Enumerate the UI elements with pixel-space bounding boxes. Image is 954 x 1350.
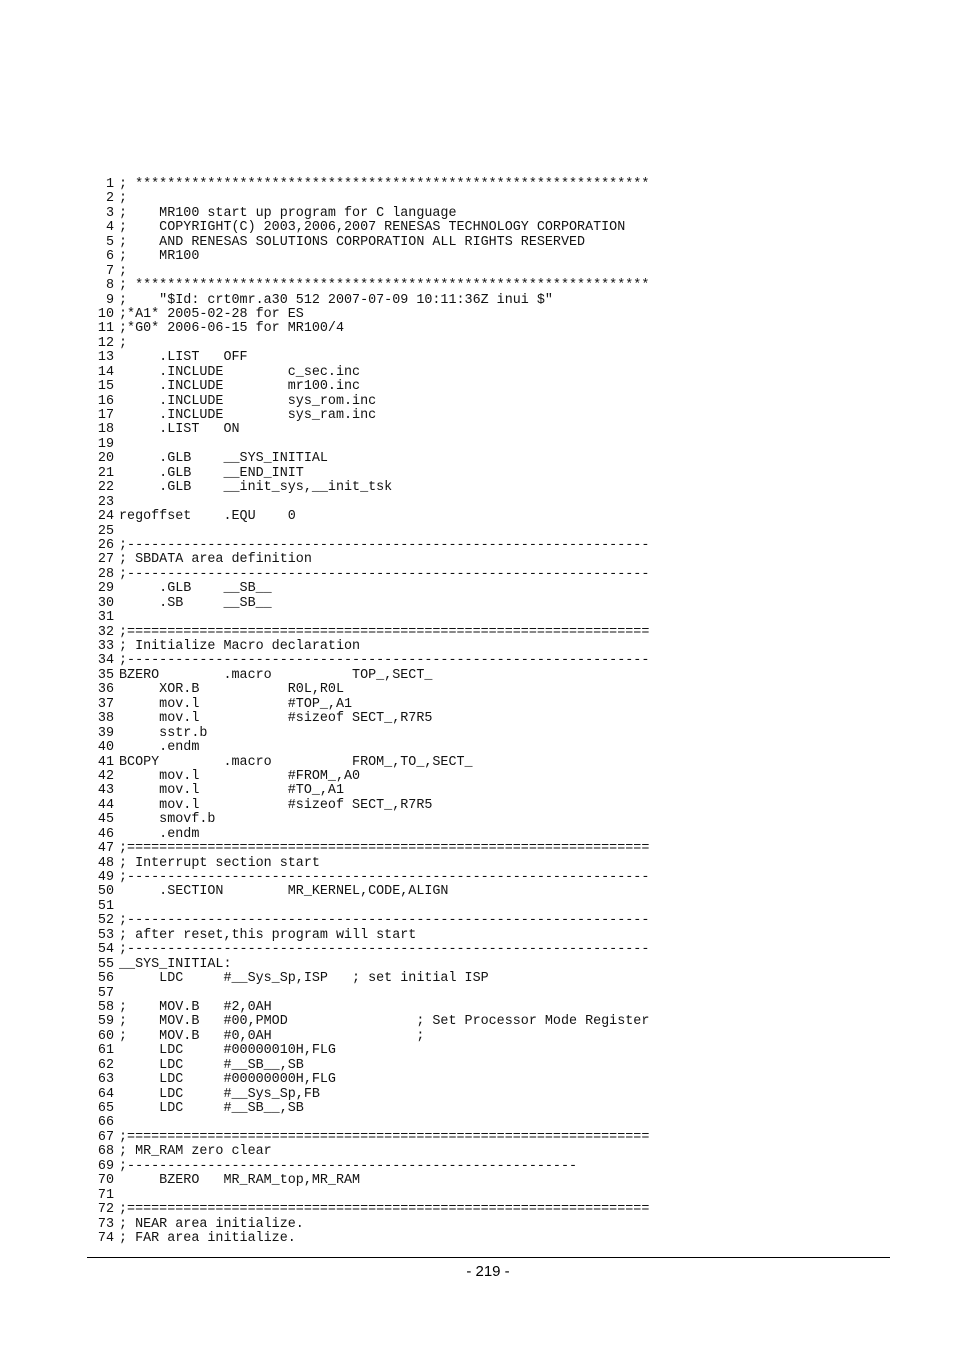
line-text: .SB __SB__ xyxy=(119,595,272,611)
line-text: LDC #__SB__,SB xyxy=(119,1057,304,1073)
line-number: 72 xyxy=(97,1202,114,1218)
line-text: LDC #__Sys_Sp,FB xyxy=(119,1086,320,1102)
code-line xyxy=(94,727,649,741)
line-number: 52 xyxy=(97,913,114,929)
line-number: 1 xyxy=(105,177,114,192)
code-line xyxy=(94,626,649,640)
line-number: 45 xyxy=(97,812,114,828)
code-line xyxy=(94,929,649,943)
code-line xyxy=(94,1203,649,1217)
line-text: .endm xyxy=(119,740,200,756)
line-number: 37 xyxy=(97,696,114,712)
line-number: 73 xyxy=(97,1216,114,1232)
code-line xyxy=(94,178,649,192)
code-line xyxy=(94,900,649,914)
line-text: ; MOV.B #0,0AH ; xyxy=(119,1028,425,1044)
line-text: mov.l #sizeof SECT_,R7R5 xyxy=(119,797,433,813)
code-line xyxy=(94,1189,649,1203)
code-line xyxy=(94,987,649,1001)
line-number: 17 xyxy=(97,408,114,423)
line-text: regoffset .EQU 0 xyxy=(119,509,296,525)
line-text: ;----------------------------------------------------------------- xyxy=(119,537,650,553)
line-text: .GLB __END_INIT xyxy=(119,465,304,481)
code-line xyxy=(94,871,649,885)
code-line xyxy=(94,857,649,871)
code-line xyxy=(94,1174,649,1188)
code-line xyxy=(94,380,649,394)
line-number: 59 xyxy=(97,1014,114,1030)
line-text: BZERO MR_RAM_top,MR_RAM xyxy=(119,1173,361,1189)
line-text: ;----------------------------------------------------------------- xyxy=(119,870,650,885)
code-line xyxy=(94,250,649,264)
line-text: .GLB __SB__ xyxy=(119,581,272,597)
line-text: .INCLUDE c_sec.inc xyxy=(119,364,361,380)
line-text: ;----------------------------------------------------------------- xyxy=(119,913,650,929)
line-text: __SYS_INITIAL: xyxy=(119,956,232,972)
line-number: 39 xyxy=(97,725,114,741)
code-line xyxy=(94,611,649,625)
line-number: 10 xyxy=(97,306,114,322)
line-number: 50 xyxy=(97,884,114,900)
line-number: 25 xyxy=(97,523,114,539)
line-number: 60 xyxy=(97,1028,114,1044)
code-line xyxy=(94,496,649,510)
line-text: .endm xyxy=(119,826,200,842)
line-text: BZERO .macro TOP_,SECT_ xyxy=(119,667,433,683)
line-number: 62 xyxy=(97,1057,114,1073)
line-text: ;*A1* 2005-02-28 for ES xyxy=(119,306,304,322)
code-line xyxy=(94,683,649,697)
line-text: ; "$Id: crt0mr.a30 512 2007-07-09 10:11:36Z inui $" xyxy=(119,292,553,308)
code-line xyxy=(94,741,649,755)
page-number: - 219 - xyxy=(466,1263,510,1280)
code-line xyxy=(94,640,649,654)
line-number: 63 xyxy=(97,1072,114,1088)
line-number: 27 xyxy=(97,552,114,568)
code-line xyxy=(94,914,649,928)
line-number: 61 xyxy=(97,1043,114,1059)
code-line xyxy=(94,1102,649,1116)
line-text: ; xyxy=(119,191,128,207)
line-text: ;================================================================= xyxy=(119,1202,650,1218)
line-text: ;----------------------------------------------------------------- xyxy=(119,942,650,958)
line-text: sstr.b xyxy=(119,725,208,741)
code-line xyxy=(94,553,649,567)
line-text: LDC #__Sys_Sp,ISP ; set initial ISP xyxy=(119,971,489,987)
line-text: .LIST OFF xyxy=(119,350,248,366)
line-number: 38 xyxy=(97,711,114,727)
line-number: 46 xyxy=(97,826,114,842)
line-text: ;*G0* 2006-06-15 for MR100/4 xyxy=(119,321,344,337)
line-text: ; NEAR area initialize. xyxy=(119,1216,304,1232)
code-line xyxy=(94,1059,649,1073)
code-line xyxy=(94,481,649,495)
line-text: .LIST ON xyxy=(119,422,240,438)
line-number: 40 xyxy=(97,740,114,756)
line-text: .INCLUDE mr100.inc xyxy=(119,379,361,395)
line-number: 71 xyxy=(97,1187,114,1203)
line-number: 19 xyxy=(97,436,114,452)
line-number: 29 xyxy=(97,581,114,597)
code-listing xyxy=(94,178,649,1246)
line-text: ; COPYRIGHT(C) 2003,2006,2007 RENESAS TECHNOLOGY CORPORATION xyxy=(119,220,626,236)
code-line xyxy=(94,1088,649,1102)
line-text: ; MOV.B #00,PMOD ; Set Processor Mode Register xyxy=(119,1014,650,1030)
line-text: ; AND RENESAS SOLUTIONS CORPORATION ALL RIGHTS RESERVED xyxy=(119,234,586,250)
line-text: BCOPY .macro FROM_,TO_,SECT_ xyxy=(119,754,473,770)
code-line xyxy=(94,423,649,437)
line-number: 49 xyxy=(97,870,114,885)
line-text: ;----------------------------------------------------------------- xyxy=(119,566,650,582)
code-line xyxy=(94,510,649,524)
line-number: 74 xyxy=(97,1230,114,1246)
line-text: ;================================================================= xyxy=(119,1129,650,1145)
line-number: 31 xyxy=(97,610,114,626)
line-text: ; **************************************************************** xyxy=(119,177,650,192)
code-line xyxy=(94,337,649,351)
line-number: 8 xyxy=(105,278,114,294)
line-text: ; xyxy=(119,263,128,279)
line-text: mov.l #TO_,A1 xyxy=(119,783,344,799)
line-text: ; MR_RAM zero clear xyxy=(119,1144,272,1160)
code-line xyxy=(94,221,649,235)
code-line xyxy=(94,582,649,596)
line-text: ; Initialize Macro declaration xyxy=(119,639,361,654)
code-line xyxy=(94,1030,649,1044)
line-number: 3 xyxy=(105,205,114,221)
line-text: ; **************************************************************** xyxy=(119,278,650,294)
line-text: ; SBDATA area definition xyxy=(119,552,312,568)
line-text: ;-------------------------------------------------------- xyxy=(119,1158,578,1174)
line-number: 66 xyxy=(97,1115,114,1131)
code-line xyxy=(94,1044,649,1058)
code-line xyxy=(94,1131,649,1145)
line-text: mov.l #FROM_,A0 xyxy=(119,768,361,784)
line-number: 20 xyxy=(97,451,114,467)
code-line xyxy=(94,366,649,380)
line-number: 12 xyxy=(97,335,114,351)
code-line xyxy=(94,1232,649,1246)
code-line xyxy=(94,943,649,957)
code-line xyxy=(94,279,649,293)
code-line xyxy=(94,828,649,842)
code-line xyxy=(94,525,649,539)
code-line xyxy=(94,207,649,221)
line-number: 13 xyxy=(97,350,114,366)
code-line xyxy=(94,1116,649,1130)
line-text: ;================================================================= xyxy=(119,624,650,640)
code-line xyxy=(94,842,649,856)
line-number: 7 xyxy=(105,263,114,279)
line-number: 36 xyxy=(97,682,114,698)
line-number: 16 xyxy=(97,393,114,409)
code-line xyxy=(94,467,649,481)
line-number: 67 xyxy=(97,1129,114,1145)
line-number: 15 xyxy=(97,379,114,395)
code-line xyxy=(94,438,649,452)
line-number: 57 xyxy=(97,985,114,1001)
code-line xyxy=(94,322,649,336)
code-line xyxy=(94,972,649,986)
line-text: .SECTION MR_KERNEL,CODE,ALIGN xyxy=(119,884,449,900)
line-number: 30 xyxy=(97,595,114,611)
line-text: .INCLUDE sys_rom.inc xyxy=(119,393,377,409)
line-text: mov.l #sizeof SECT_,R7R5 xyxy=(119,711,433,727)
line-number: 65 xyxy=(97,1101,114,1116)
line-number: 4 xyxy=(105,220,114,236)
code-line xyxy=(94,568,649,582)
line-number: 24 xyxy=(97,509,114,525)
code-line xyxy=(94,192,649,206)
line-number: 33 xyxy=(97,639,114,654)
footer-rule xyxy=(87,1257,890,1258)
line-number: 26 xyxy=(97,537,114,553)
code-line xyxy=(94,1015,649,1029)
code-line xyxy=(94,1160,649,1174)
line-number: 2 xyxy=(105,191,114,207)
code-line xyxy=(94,294,649,308)
code-line xyxy=(94,1073,649,1087)
line-text: LDC #__SB__,SB xyxy=(119,1101,304,1116)
line-number: 42 xyxy=(97,768,114,784)
line-text: ; MR100 xyxy=(119,249,200,265)
line-number: 32 xyxy=(97,624,114,640)
code-line xyxy=(94,770,649,784)
code-line xyxy=(94,799,649,813)
line-number: 70 xyxy=(97,1173,114,1189)
line-text: smovf.b xyxy=(119,812,216,828)
line-number: 6 xyxy=(105,249,114,265)
line-number: 41 xyxy=(97,754,114,770)
line-text: ;================================================================= xyxy=(119,841,650,857)
line-text: mov.l #TOP_,A1 xyxy=(119,696,353,712)
code-line xyxy=(94,756,649,770)
code-line xyxy=(94,351,649,365)
line-number: 22 xyxy=(97,480,114,496)
line-number: 5 xyxy=(105,234,114,250)
code-line xyxy=(94,236,649,250)
code-line xyxy=(94,1001,649,1015)
code-line xyxy=(94,958,649,972)
code-line xyxy=(94,452,649,466)
line-number: 43 xyxy=(97,783,114,799)
line-text: .GLB __SYS_INITIAL xyxy=(119,451,328,467)
code-line xyxy=(94,409,649,423)
line-text: ; xyxy=(119,335,128,351)
line-number: 68 xyxy=(97,1144,114,1160)
line-number: 34 xyxy=(97,653,114,669)
line-number: 21 xyxy=(97,465,114,481)
code-line xyxy=(94,698,649,712)
code-line xyxy=(94,1218,649,1232)
code-line xyxy=(94,539,649,553)
line-text: LDC #00000010H,FLG xyxy=(119,1043,336,1059)
line-number: 69 xyxy=(97,1158,114,1174)
code-line xyxy=(94,813,649,827)
line-number: 58 xyxy=(97,999,114,1015)
line-text: ; FAR area initialize. xyxy=(119,1230,296,1246)
line-number: 35 xyxy=(97,667,114,683)
line-number: 53 xyxy=(97,927,114,943)
line-text: ; MOV.B #2,0AH xyxy=(119,999,272,1015)
line-number: 55 xyxy=(97,956,114,972)
code-line xyxy=(94,885,649,899)
line-number: 51 xyxy=(97,898,114,914)
line-text: .INCLUDE sys_ram.inc xyxy=(119,408,377,423)
line-number: 11 xyxy=(97,321,114,337)
line-text: XOR.B R0L,R0L xyxy=(119,682,344,698)
code-line xyxy=(94,654,649,668)
line-text: ;----------------------------------------------------------------- xyxy=(119,653,650,669)
line-number: 28 xyxy=(97,566,114,582)
code-line xyxy=(94,1145,649,1159)
code-line xyxy=(94,395,649,409)
line-number: 54 xyxy=(97,942,114,958)
line-number: 48 xyxy=(97,855,114,871)
line-text: ; Interrupt section start xyxy=(119,855,320,871)
code-line xyxy=(94,784,649,798)
line-text: .GLB __init_sys,__init_tsk xyxy=(119,480,393,496)
line-number: 14 xyxy=(97,364,114,380)
line-number: 18 xyxy=(97,422,114,438)
line-text: ; after reset,this program will start xyxy=(119,927,417,943)
line-number: 47 xyxy=(97,841,114,857)
code-line xyxy=(94,597,649,611)
line-text: LDC #00000000H,FLG xyxy=(119,1072,336,1088)
code-line xyxy=(94,265,649,279)
line-number: 23 xyxy=(97,494,114,510)
code-line xyxy=(94,308,649,322)
code-line xyxy=(94,712,649,726)
line-number: 9 xyxy=(105,292,114,308)
code-line xyxy=(94,669,649,683)
line-number: 56 xyxy=(97,971,114,987)
line-number: 44 xyxy=(97,797,114,813)
line-text: ; MR100 start up program for C language xyxy=(119,205,457,221)
line-number: 64 xyxy=(97,1086,114,1102)
